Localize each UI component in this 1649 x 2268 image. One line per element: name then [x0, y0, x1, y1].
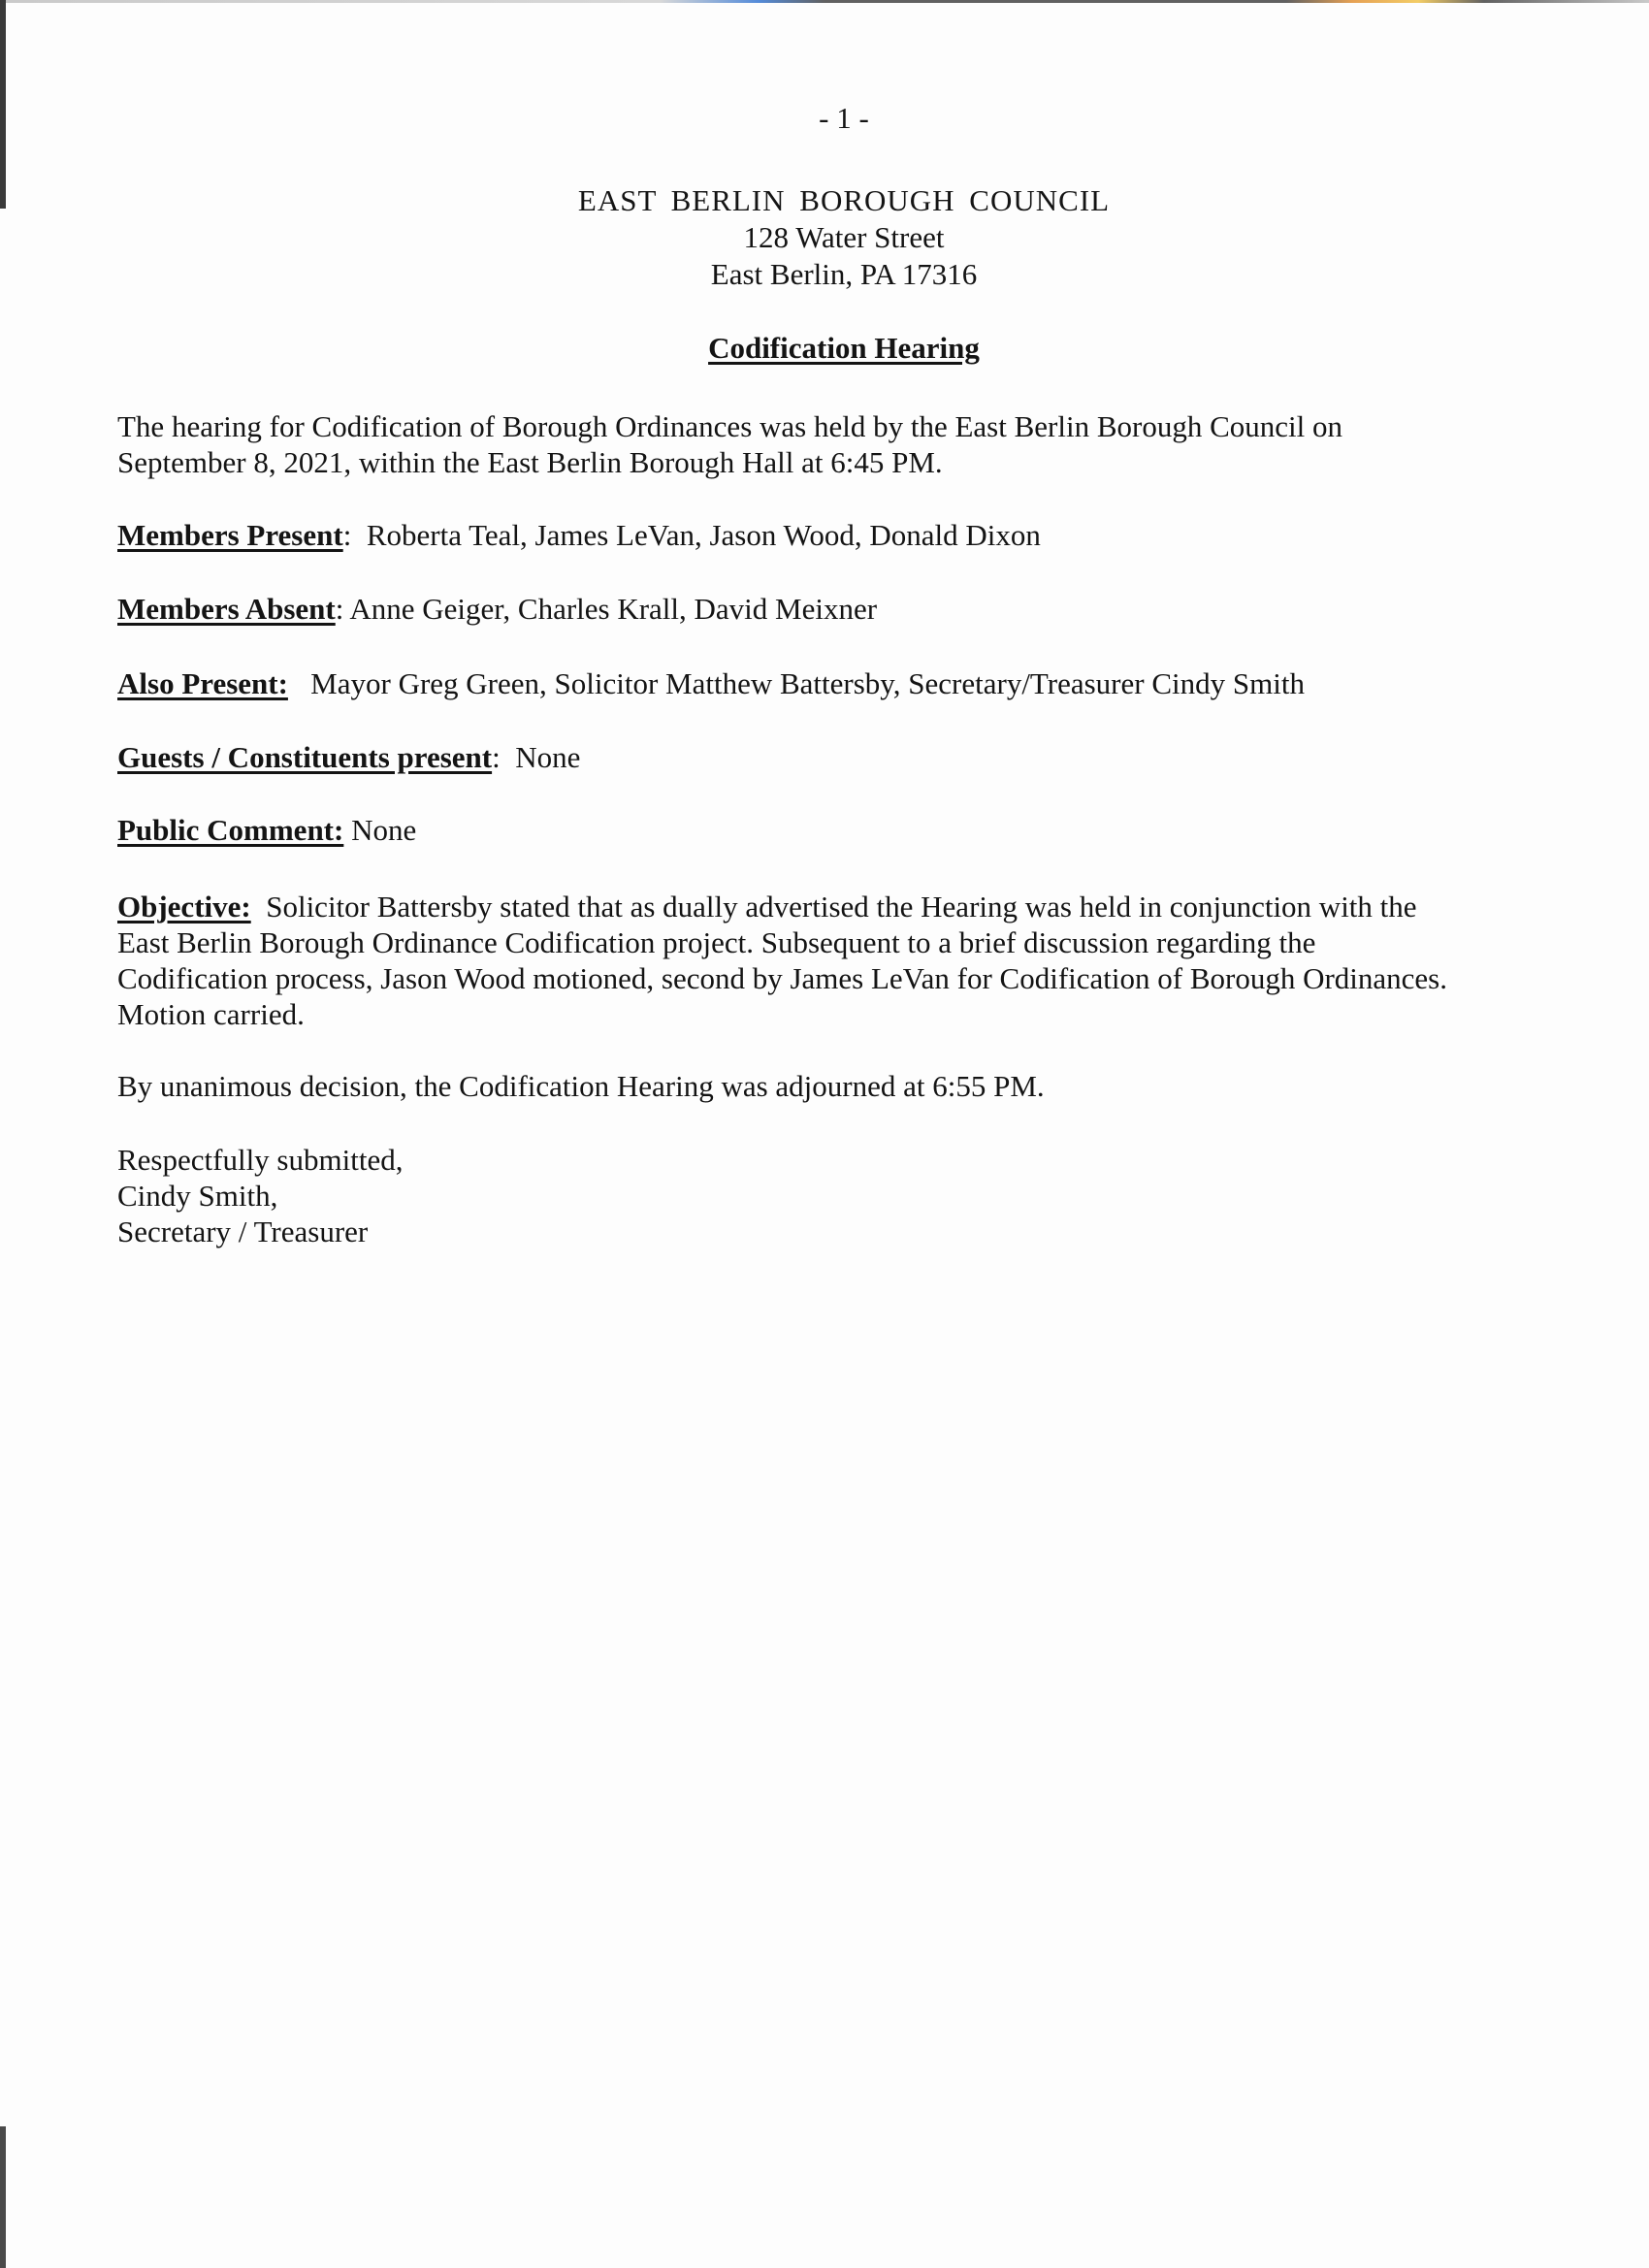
also-present-label: Also Present:	[117, 666, 288, 700]
closing-title: Secretary / Treasurer	[117, 1215, 369, 1248]
guests-label: Guests / Constituents present	[117, 740, 493, 774]
members-absent-sep: :	[335, 592, 350, 626]
public-comment-value: None	[351, 813, 417, 847]
organization-name: EAST BERLIN BOROUGH COUNCIL	[577, 183, 1111, 217]
objective-line-3: Codification process, Jason Wood motioned, second by James LeVan for Codification of Borough Ordinances.	[117, 961, 1447, 995]
organization-city: East Berlin, PA 17316	[710, 257, 978, 291]
also-present-value: Mayor Greg Green, Solicitor Matthew Battersby, Secretary/Treasurer Cindy Smith	[310, 666, 1305, 700]
intro-line-2: September 8, 2021, within the East Berlin Borough Hall at 6:45 PM.	[117, 445, 943, 479]
closing-signatory: Cindy Smith,	[117, 1179, 278, 1213]
public-comment	[117, 812, 416, 848]
members-absent-label: Members Absent	[117, 592, 336, 626]
guests-sep: :	[492, 740, 516, 774]
objective-text-1: Solicitor Battersby stated that as dually advertised the Hearing was held in conjunction with the	[266, 890, 1417, 923]
also-present	[117, 665, 1305, 701]
objective-line-4: Motion carried.	[117, 997, 305, 1031]
document-title: Codification Hearing	[708, 331, 980, 365]
objective-line-1	[117, 889, 1417, 924]
members-absent	[117, 591, 877, 627]
organization-street: 128 Water Street	[743, 220, 945, 254]
members-present	[117, 517, 1041, 553]
guests-value: None	[515, 740, 581, 774]
also-present-sep	[288, 666, 310, 700]
objective-label: Objective:	[117, 890, 251, 923]
guests-present	[117, 739, 580, 775]
members-present-sep: :	[342, 518, 367, 552]
intro-line-1: The hearing for Codification of Borough Ordinances was held by the East Berlin Borough Council on	[117, 409, 1342, 443]
public-comment-label: Public Comment:	[117, 813, 344, 847]
scan-edge-top	[0, 0, 1649, 3]
public-comment-sep	[343, 813, 351, 847]
scan-edge-left-bottom	[0, 2126, 6, 2268]
members-absent-value: Anne Geiger, Charles Krall, David Meixner	[349, 592, 878, 626]
page-number: - 1 -	[819, 101, 869, 135]
closing-line-1: Respectfully submitted,	[117, 1143, 404, 1177]
objective-line-2: East Berlin Borough Ordinance Codification project. Subsequent to a brief discussion regarding the	[117, 925, 1316, 959]
adjournment-statement: By unanimous decision, the Codification Hearing was adjourned at 6:55 PM.	[117, 1069, 1045, 1103]
members-present-label: Members Present	[117, 518, 343, 552]
members-present-value: Roberta Teal, James LeVan, Jason Wood, Donald Dixon	[366, 518, 1041, 552]
